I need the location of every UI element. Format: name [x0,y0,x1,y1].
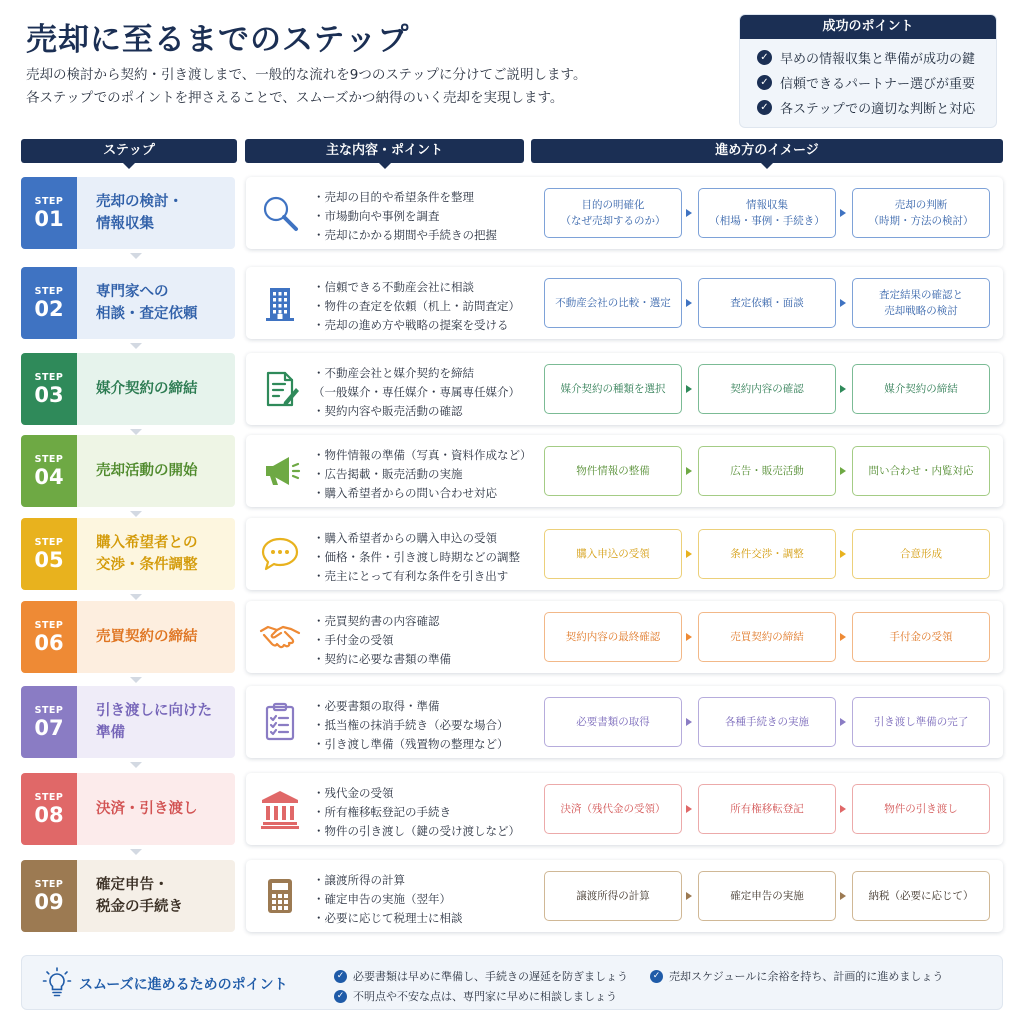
step-row-07 [21,686,1003,760]
step-number: 05 [34,547,64,572]
flow-arrow-icon [840,299,846,307]
step-number: 02 [34,296,64,321]
flow-box-line: 購入申込の受領 [576,548,650,560]
step-title-line: 売買契約の締結 [96,629,198,645]
step-label: STEP [34,791,64,803]
step-label: STEP [34,371,64,383]
flow-box-line: 査定結果の確認と [879,289,963,301]
flow-box [544,364,682,414]
step-bullet: ・抵当権の抹消手続き（必要な場合） [313,718,509,732]
step-bullet: ・手付金の受領 [313,633,394,647]
step-title-line: 準備 [96,725,125,741]
flow-arrow-icon [840,718,846,726]
step-content-card [246,773,1003,845]
flow-box [544,278,682,328]
intro-line-2: 各ステップでのポイントを押さえることで、スムーズかつ納得のいく売却を実現します。 [26,90,564,106]
flow-box-line: 契約内容の最終確認 [565,631,661,643]
tip-text: 不明点や不安な点は、専門家に早めに相談しましょう [353,990,617,1003]
step-title-line: 専門家への [96,284,169,300]
flow-box-line: 合意形成 [900,548,942,560]
step-bullet: ・広告掲載・販売活動の実施 [313,467,463,481]
flow-box [852,188,990,238]
step-flow [544,784,990,834]
step-label: STEP [34,195,64,207]
step-bullet: ・確定申告の実施（翌年） [313,892,451,906]
flow-arrow-icon [840,385,846,393]
step-number-badge [21,353,77,425]
check-icon: ✓ [757,100,772,115]
tips-title: スムーズに進めるためのポイント [79,977,288,993]
column-header-step: ステップ [21,139,237,163]
success-point [757,95,996,120]
step-connector-arrow [130,343,142,349]
tip-item [334,968,628,984]
step-title-line: 税金の手続き [96,899,183,915]
flow-box [544,188,682,238]
step-title [77,601,235,673]
step-content-card [246,353,1003,425]
step-bullet: ・必要書類の取得・準備 [313,699,440,713]
step-title-line: 売却活動の開始 [96,463,198,479]
step-number-badge [21,686,77,758]
step-bullet: （一般媒介・専任媒介・専属専任媒介） [313,385,520,399]
step-flow [544,529,990,579]
flow-box-line: 媒介契約の締結 [884,383,958,395]
step-flow [544,697,990,747]
success-points-list [740,39,996,120]
flow-arrow-icon [686,467,692,475]
flow-box-line: 所有権移転登記 [730,803,804,815]
step-label: STEP [34,453,64,465]
success-point-text: 信頼できるパートナー選びが重要 [780,77,976,92]
check-icon: ✓ [334,970,347,983]
step-icon [258,787,302,831]
step-title-line: 決済・引き渡し [96,801,198,817]
step-box [21,773,235,845]
flow-box-line: 問い合わせ・内覧対応 [868,465,974,477]
step-box [21,435,235,507]
step-title-line: 交渉・条件調整 [96,557,198,573]
column-header-flow: 進め方のイメージ [531,139,1003,163]
bank-icon [258,787,302,831]
step-bullet: ・残代金の受領 [313,786,394,800]
step-flow [544,446,990,496]
step-bullet: ・必要に応じて税理士に相談 [313,911,463,925]
step-icon [258,615,302,659]
step-bullet: ・市場動向や事例を調査 [313,209,440,223]
step-number: 09 [34,889,64,914]
step-content-card [246,601,1003,673]
handshake-icon [258,615,302,659]
step-icon [258,191,302,235]
step-number-badge [21,860,77,932]
step-title-line: 購入希望者との [96,535,198,551]
tip-text: 売却スケジュールに余裕を持ち、計画的に進めましょう [669,970,944,983]
flow-box [852,697,990,747]
flow-box-line: 手付金の受領 [889,631,953,643]
step-bullet: ・物件の引き渡し（鍵の受け渡しなど） [313,824,520,838]
flow-box [544,529,682,579]
lightbulb-icon [42,967,72,999]
flow-box-line: 媒介契約の種類を選択 [560,383,666,395]
step-box [21,177,235,249]
step-box [21,518,235,590]
step-icon [258,449,302,493]
step-bullet: ・所有権移転登記の手続き [313,805,451,819]
flow-arrow-icon [686,805,692,813]
step-title-line: 情報収集 [96,216,154,232]
step-bullet: ・譲渡所得の計算 [313,873,405,887]
flow-box-line: 必要書類の取得 [576,716,650,728]
flow-box [698,188,836,238]
flow-box [852,612,990,662]
step-label: STEP [34,704,64,716]
step-content-card [246,177,1003,249]
step-bullet: ・物件の査定を依頼（机上・訪問査定） [313,299,520,313]
check-icon: ✓ [650,970,663,983]
flow-box [852,278,990,328]
tip-text: 必要書類は早めに準備し、手続きの遅延を防ぎましょう [353,970,628,983]
flow-arrow-icon [686,299,692,307]
flow-box [852,784,990,834]
step-box [21,601,235,673]
flow-box-line: 売却戦略の検討 [884,305,958,317]
step-number: 08 [34,802,64,827]
flow-box [544,697,682,747]
step-bullet: ・購入希望者からの購入申込の受領 [313,531,497,545]
step-title [77,353,235,425]
step-bullet: ・信頼できる不動産会社に相談 [313,280,474,294]
flow-arrow-icon [840,633,846,641]
step-bullets [313,446,532,503]
step-box [21,267,235,339]
calculator-icon [258,874,302,918]
flow-box-line: 確定申告の実施 [730,890,804,902]
step-row-03 [21,353,1003,427]
tip-item [650,968,943,984]
step-number-badge [21,518,77,590]
check-icon: ✓ [757,75,772,90]
flow-box-line: 情報収集 [746,199,788,211]
success-point-text: 各ステップでの適切な判断と対応 [780,102,976,117]
step-bullets [313,278,520,335]
step-icon [258,367,302,411]
step-flow [544,612,990,662]
flow-box-line: 売却の判断 [894,199,948,211]
tips-box [21,955,1003,1010]
step-bullet: ・契約に必要な書類の準備 [313,652,451,666]
step-bullet: ・契約内容や販売活動の確認 [313,404,463,418]
flow-box-line: 売買契約の締結 [730,631,804,643]
checklist-icon [258,700,302,744]
megaphone-icon [258,449,302,493]
tip-item [334,988,617,1004]
flow-box [852,364,990,414]
step-number: 07 [34,715,64,740]
step-connector-arrow [130,677,142,683]
flow-box [698,364,836,414]
step-bullets [313,188,497,245]
step-row-08 [21,773,1003,847]
flow-arrow-icon [840,209,846,217]
flow-box-line: 物件の引き渡し [884,803,958,815]
step-content-card [246,267,1003,339]
step-row-06 [21,601,1003,675]
step-bullet: ・購入希望者からの問い合わせ対応 [313,486,497,500]
step-bullets [313,529,520,586]
flow-arrow-icon [686,550,692,558]
step-content-card [246,435,1003,507]
flow-box-line: 各種手続きの実施 [725,716,809,728]
flow-box-line: （なぜ売却するのか） [560,215,666,227]
step-label: STEP [34,285,64,297]
flow-box [698,697,836,747]
step-flow [544,871,990,921]
intro-text [26,64,586,110]
step-bullet: ・売却にかかる期間や手続きの把握 [313,228,497,242]
flow-box-line: 広告・販売活動 [730,465,804,477]
flow-box [852,529,990,579]
step-icon [258,874,302,918]
flow-box [698,871,836,921]
step-row-05 [21,518,1003,592]
step-bullets [313,871,463,928]
flow-box-line: 物件情報の整備 [576,465,650,477]
success-point [757,45,996,70]
step-connector-arrow [130,594,142,600]
flow-box [544,784,682,834]
flow-arrow-icon [840,550,846,558]
flow-arrow-icon [840,467,846,475]
flow-box-line: （時期・方法の検討） [868,215,974,227]
flow-box-line: 条件交渉・調整 [730,548,804,560]
step-bullet: ・引き渡し準備（残置物の整理など） [313,737,509,751]
step-bullet: ・売却の進め方や戦略の提案を受ける [313,318,509,332]
flow-box [544,871,682,921]
step-number: 03 [34,382,64,407]
step-connector-arrow [130,849,142,855]
flow-arrow-icon [686,385,692,393]
flow-box [698,278,836,328]
step-title [77,267,235,339]
step-label: STEP [34,536,64,548]
flow-box [698,612,836,662]
success-point-text: 早めの情報収集と準備が成功の鍵 [780,52,976,67]
flow-arrow-icon [686,633,692,641]
step-label: STEP [34,878,64,890]
step-title [77,773,235,845]
step-number-badge [21,435,77,507]
step-bullet: ・売買契約書の内容確認 [313,614,440,628]
step-bullets [313,612,451,669]
flow-arrow-icon [686,718,692,726]
flow-box-line: 目的の明確化 [581,199,645,211]
flow-arrow-icon [686,892,692,900]
step-bullets [313,784,520,841]
chat-icon [258,532,302,576]
step-row-09 [21,860,1003,934]
step-connector-arrow [130,511,142,517]
search-icon [258,191,302,235]
step-title [77,686,235,758]
flow-arrow-icon [840,892,846,900]
step-bullet: ・物件情報の準備（写真・資料作成など） [313,448,532,462]
step-row-02 [21,267,1003,341]
flow-box [544,446,682,496]
flow-box-line: 納税（必要に応じて） [868,890,974,902]
step-title-line: 相談・査定依頼 [96,306,198,322]
step-title [77,435,235,507]
step-bullets [313,697,509,754]
page-title: 売却に至るまでのステップ [26,22,410,58]
step-number-badge [21,601,77,673]
flow-box-line: 譲渡所得の計算 [576,890,650,902]
step-bullets [313,364,520,421]
step-box [21,353,235,425]
flow-box [544,612,682,662]
step-bullet: ・売主にとって有利な条件を引き出す [313,569,509,583]
step-content-card [246,860,1003,932]
check-icon: ✓ [757,50,772,65]
flow-box [698,784,836,834]
step-icon [258,281,302,325]
step-connector-arrow [130,762,142,768]
step-box [21,860,235,932]
step-title [77,860,235,932]
contract-icon [258,367,302,411]
flow-arrow-icon [686,209,692,217]
step-flow [544,364,990,414]
step-flow [544,278,990,328]
step-content-card [246,518,1003,590]
success-point [757,70,996,95]
step-bullet: ・売却の目的や希望条件を整理 [313,190,474,204]
intro-line-1: 売却の検討から契約・引き渡しまで、一般的な流れを9つのステップに分けてご説明します。 [26,67,587,83]
flow-box-line: 決済（残代金の受領） [560,803,666,815]
step-icon [258,700,302,744]
step-title [77,177,235,249]
step-row-04 [21,435,1003,509]
step-number: 06 [34,630,64,655]
step-row-01 [21,177,1003,251]
step-title-line: 売却の検討・ [96,194,183,210]
success-points-box [739,14,997,128]
step-icon [258,532,302,576]
step-bullet: ・不動産会社と媒介契約を締結 [313,366,474,380]
step-title-line: 引き渡しに向けた [96,703,212,719]
step-number-badge [21,267,77,339]
flow-arrow-icon [840,805,846,813]
flow-box [852,446,990,496]
step-bullet: ・価格・条件・引き渡し時期などの調整 [313,550,520,564]
step-flow [544,188,990,238]
step-title-line: 確定申告・ [96,877,169,893]
step-box [21,686,235,758]
flow-box-line: 査定依頼・面談 [730,297,804,309]
building-icon [258,281,302,325]
check-icon: ✓ [334,990,347,1003]
step-number: 01 [34,206,64,231]
step-title [77,518,235,590]
column-header-content: 主な内容・ポイント [245,139,524,163]
flow-box-line: 引き渡し準備の完了 [873,716,969,728]
step-content-card [246,686,1003,758]
step-connector-arrow [130,253,142,259]
flow-box-line: 契約内容の確認 [730,383,804,395]
flow-box-line: 不動産会社の比較・選定 [555,297,671,309]
step-number-badge [21,773,77,845]
flow-box-line: （相場・事例・手続き） [709,215,825,227]
success-points-heading: 成功のポイント [740,15,996,39]
step-title-line: 媒介契約の締結 [96,381,198,397]
flow-box [698,529,836,579]
step-number: 04 [34,464,64,489]
flow-box [852,871,990,921]
step-label: STEP [34,619,64,631]
step-number-badge [21,177,77,249]
flow-box [698,446,836,496]
